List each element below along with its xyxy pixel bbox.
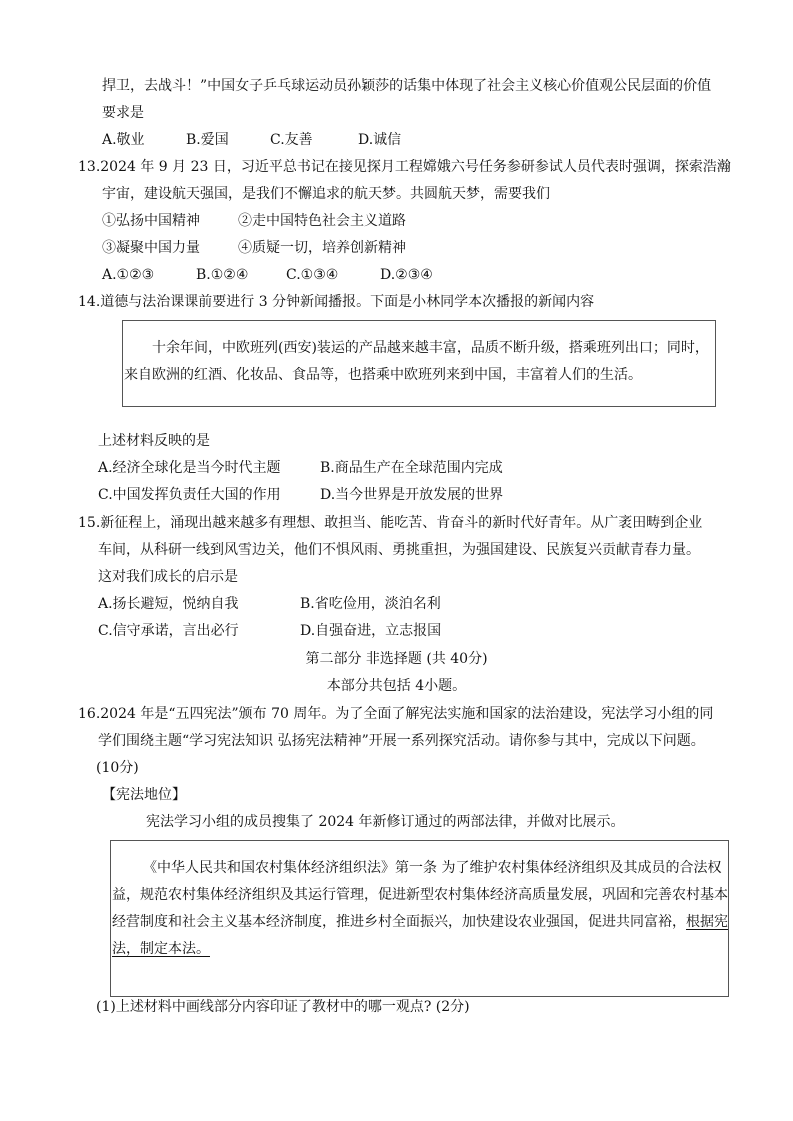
q12-option-b: B.爱国	[186, 132, 229, 148]
q16-law-box	[110, 840, 729, 997]
q14-news-box	[122, 320, 716, 407]
q16-section-heading: 【宪法地位】	[102, 787, 186, 803]
q12-option-c: C.友善	[270, 132, 313, 148]
q16-law-line1: 《中华人民共和国农村集体经济组织法》第一条 为了维护农村集体经济组织及其成员的合法权	[143, 860, 722, 876]
q13-item-4: ④质疑一切，培养创新精神	[238, 240, 406, 256]
q12-stem-line2: 要求是	[102, 105, 144, 121]
q15-option-a: A.扬长避短，悦纳自我	[98, 596, 239, 612]
q16-score: (10分)	[96, 760, 139, 776]
q16-law-line3-text: 经营制度和社会主义基本经济制度，推进乡村全面振兴，加快建设农业强国，促进共同富裕，	[112, 914, 686, 930]
q14-news-line1: 十余年间，中欧班列(西安)装运的产品越来越丰富，品质不断升级，搭乘班列出口；同时，	[152, 340, 709, 356]
q14-option-c: C.中国发挥负责任大国的作用	[98, 487, 281, 503]
q14-stem-line1: 14.道德与法治课课前要进行 3 分钟新闻播报。下面是小林同学本次播报的新闻内容	[78, 294, 595, 310]
part2-title: 第二部分 非选择题 (共 40分)	[305, 651, 488, 667]
q13-option-b: B.①②④	[196, 267, 249, 283]
q16-law-underlined-part1: 根据宪	[686, 914, 728, 930]
q16-stem-line1: 16.2024 年是“五四宪法”颁布 70 周年。为了全面了解宪法实施和国家的法治建设，宪法学习小组的同	[78, 706, 714, 722]
q14-news-line2: 来自欧洲的红酒、化妆品、食品等，也搭乘中欧班列来到中国，丰富着人们的生活。	[124, 367, 642, 383]
q14-option-a: A.经济全球化是当今时代主题	[98, 460, 281, 476]
q15-option-d: D.自强奋进，立志报国	[300, 623, 442, 639]
q12-option-d: D.诚信	[358, 132, 402, 148]
q13-option-a: A.①②③	[102, 267, 155, 283]
q15-option-c: C.信守承诺，言出必行	[98, 623, 239, 639]
q13-item-3: ③凝聚中国力量	[102, 240, 200, 256]
q16-intro: 宪法学习小组的成员搜集了 2024 年新修订通过的两部法律，并做对比展示。	[146, 814, 625, 830]
part2-subtitle: 本部分共包括 4小题。	[326, 678, 467, 694]
q16-law-line3	[112, 913, 728, 931]
q15-option-b: B.省吃俭用，淡泊名利	[300, 596, 441, 612]
q13-item-2: ②走中国特色社会主义道路	[238, 213, 406, 229]
q13-stem-line1: 13.2024 年 9 月 23 日，习近平总书记在接见探月工程嫦娥六号任务参研参试人员代表时强调，探索浩瀚	[78, 159, 731, 175]
q15-stem-line1: 15.新征程上，涌现出越来越多有理想、敢担当、能吃苦、肯奋斗的新时代好青年。从广袤田畴到企业	[78, 515, 703, 531]
q13-stem-line2: 宇宙，建设航天强国，是我们不懈追求的航天梦。共圆航天梦，需要我们	[102, 186, 550, 202]
q16-stem-line2: 学们围绕主题“学习宪法知识 弘扬宪法精神”开展一系列探究活动。请你参与其中，完成以下问题。	[98, 733, 705, 749]
q13-item-1: ①弘扬中国精神	[102, 213, 200, 229]
q14-question: 上述材料反映的是	[98, 433, 210, 449]
q12-stem-line1: 捍卫，去战斗！”中国女子乒乓球运动员孙颖莎的话集中体现了社会主义核心价值观公民层面的价值	[102, 78, 712, 94]
q15-question: 这对我们成长的启示是	[98, 569, 238, 585]
q16-law-line2: 益，规范农村集体经济组织及其运行管理，促进新型农村集体经济高质量发展，巩固和完善农村基本	[112, 887, 728, 903]
q12-option-a: A.敬业	[102, 132, 145, 148]
q16-law-underlined-part2: 法，制定本法。	[112, 941, 210, 957]
q14-option-d: D.当今世界是开放发展的世界	[320, 487, 504, 503]
q13-option-c: C.①③④	[286, 267, 339, 283]
q13-option-d: D.②③④	[380, 267, 433, 283]
q15-stem-line2: 车间，从科研一线到风雪边关，他们不惧风雨、勇挑重担，为强国建设、民族复兴贡献青春力量。	[98, 542, 700, 558]
q16-subquestion-1: (1)上述材料中画线部分内容印证了教材中的哪一观点? (2分)	[96, 999, 470, 1015]
q14-option-b: B.商品生产在全球范围内完成	[320, 460, 503, 476]
